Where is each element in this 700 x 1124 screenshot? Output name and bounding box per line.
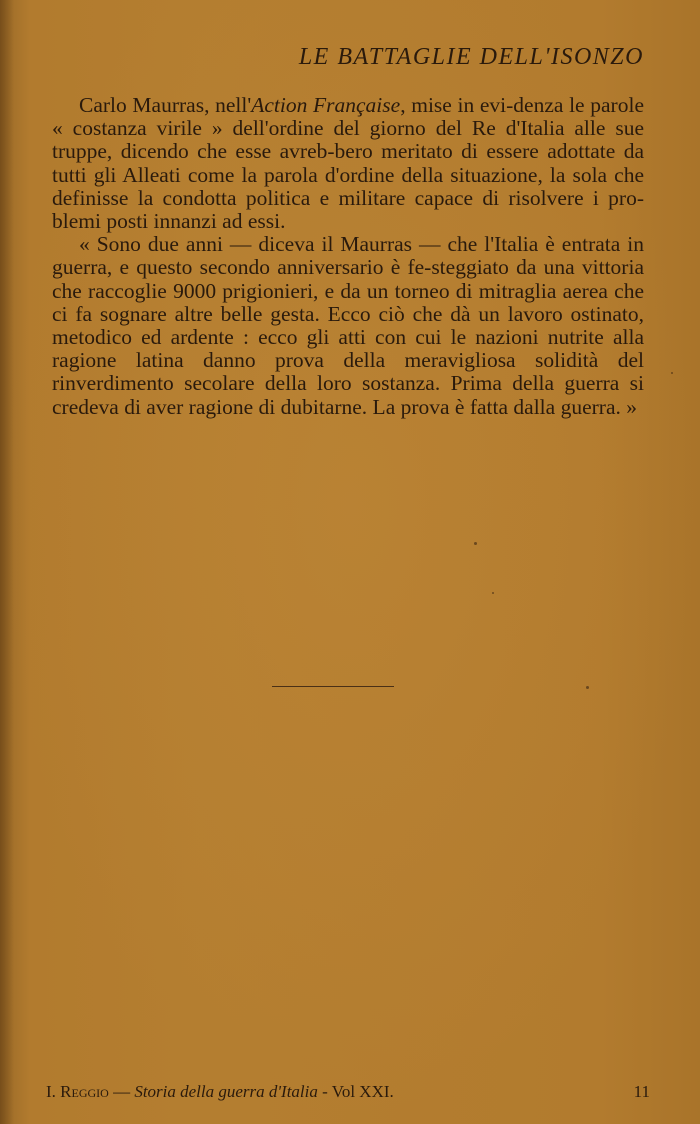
paper-speck bbox=[671, 372, 673, 374]
paragraph: « Sono due anni — diceva il Maurras — che l'Italia è entrata in guerra, e questo secondo anniversario è fe-steggiato da una vittoria che raccoglie 9000 prigionieri, e da un torneo di mitraglia aerea che ci fa sognare altre belle gesta. Ecco ciò che dà un lavoro ostinato, metodico ed ardente : ecco gli atti con cui le nazioni nutrite alla ragione latina danno prova della meravigliosa solidità del rinverdimento secolare della loro sostanza. Prima della guerra si credeva di aver ragione di dubitarne. La prova è fatta dalla guerra. » bbox=[52, 232, 644, 419]
paragraph: Carlo Maurras, nell'Action Française, mise in evi-denza le parole « costanza virile » dell'ordine del giorno del Re d'Italia alle sue truppe, dicendo che esse avreb-bero meritato di essere adottate da tutti gli Alleati come la parola d'ordine della situazione, la sola che definisse la condotta politica e militare capace di risolvere i pro-blemi posti innanzi ad essi. bbox=[52, 93, 644, 234]
paper-speck bbox=[492, 592, 494, 594]
page-footer bbox=[46, 1082, 650, 1102]
body-text bbox=[52, 94, 644, 419]
footer-series-title: Storia della guerra d'Italia bbox=[134, 1082, 318, 1101]
footer-author: I. Reggio bbox=[46, 1082, 109, 1101]
paper-speck bbox=[474, 542, 477, 545]
section-divider bbox=[272, 686, 394, 687]
footer-dash: — bbox=[108, 1082, 135, 1101]
footer-volume: - Vol XXI. bbox=[317, 1082, 394, 1101]
running-title: LE BATTAGLIE DELL'ISONZO bbox=[298, 44, 644, 70]
paper-speck bbox=[586, 686, 589, 689]
newspaper-title: Action Française bbox=[251, 93, 401, 117]
page-number: 11 bbox=[633, 1082, 650, 1101]
